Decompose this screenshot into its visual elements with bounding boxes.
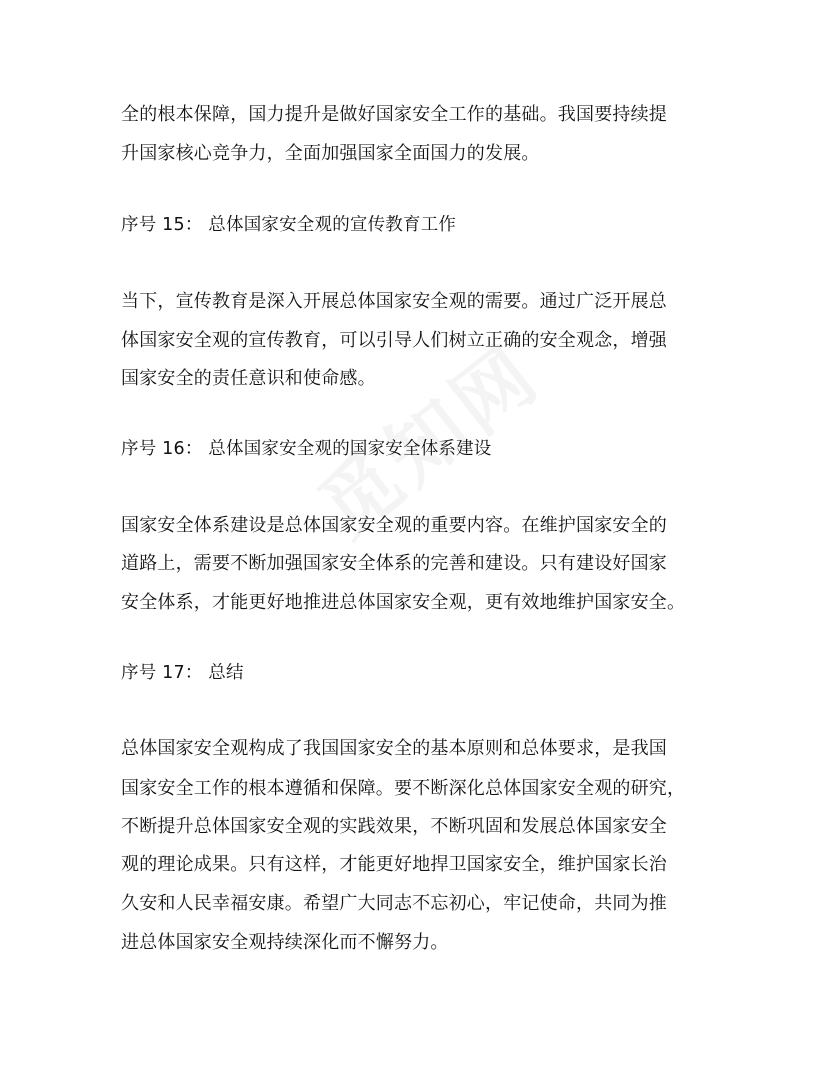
paragraph-line: 总体国家安全观构成了我国国家安全的基本原则和总体要求，是我国 xyxy=(121,738,667,759)
paragraph-line: 道路上，需要不断加强国家安全体系的完善和建设。只有建设好国家 xyxy=(121,553,667,574)
paragraph-line: 安全体系，才能更好地推进总体国家安全观，更有效地维护国家安全。 xyxy=(121,592,686,613)
section-heading-15: 序号 15： 总体国家安全观的宣传教育工作 xyxy=(121,215,457,235)
paragraph-line: 国家安全工作的根本遵循和保障。要不断深化总体国家安全观的研究， xyxy=(121,778,686,799)
paragraph-line: 观的理论成果。只有这样，才能更好地捍卫国家安全，维护国家长治 xyxy=(121,854,667,875)
paragraph-line: 升国家核心竞争力，全面加强国家全面国力的发展。 xyxy=(121,143,540,164)
paragraph-line: 体国家安全观的宣传教育，可以引导人们树立正确的安全观念，增强 xyxy=(121,330,667,351)
paragraph-line: 进总体国家安全观持续深化而不懈努力。 xyxy=(121,932,449,953)
section-heading-16: 序号 16： 总体国家安全观的国家安全体系建设 xyxy=(121,439,492,459)
paragraph-line: 全的根本保障，国力提升是做好国家安全工作的基础。我国要持续提 xyxy=(121,104,667,125)
paragraph-line: 不断提升总体国家安全观的实践效果，不断巩固和发展总体国家安全 xyxy=(121,816,667,837)
paragraph-line: 久安和人民幸福安康。希望广大同志不忘初心，牢记使命，共同为推 xyxy=(121,893,667,914)
paragraph-line: 当下，宣传教育是深入开展总体国家安全观的需要。通过广泛开展总 xyxy=(121,291,667,312)
paragraph-line: 国家安全体系建设是总体国家安全观的重要内容。在维护国家安全的 xyxy=(121,515,667,536)
paragraph-line: 国家安全的责任意识和使命感。 xyxy=(121,368,376,389)
section-heading-17: 序号 17： 总结 xyxy=(121,663,244,683)
